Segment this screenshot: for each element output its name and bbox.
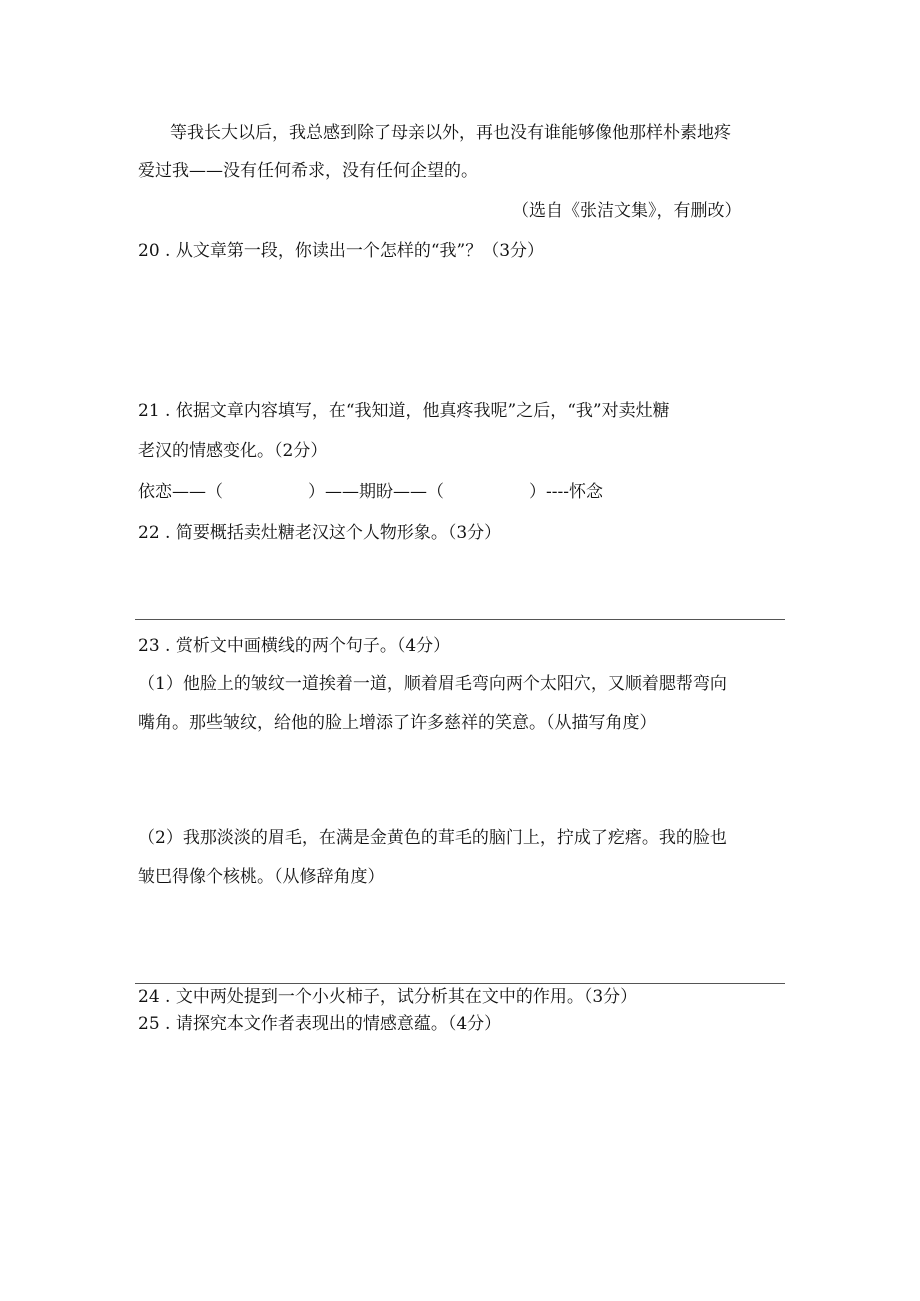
passage-source: （选自《张洁文集》，有删改） <box>512 201 742 221</box>
question-23: 23 . 赏析文中画横线的两个句子。（4分） <box>138 636 451 656</box>
question-21-line-1: 21 . 依据文章内容填写，在“我知道，他真疼我呢”之后，“我”对卖灶糖 <box>138 401 670 421</box>
passage-line-1: 等我长大以后，我总感到除了母亲以外，再也没有谁能够像他那样朴素地疼 <box>170 123 731 143</box>
fill-part-c: ）----怀念 <box>529 482 603 502</box>
passage-line-2: 爱过我——没有任何希求，没有任何企望的。 <box>138 161 478 181</box>
answer-divider-2 <box>135 983 785 984</box>
question-25: 25 . 请探究本文作者表现出的情感意蕴。（4分） <box>138 1014 502 1034</box>
question-23-sentence-2-line-1: （2）我那淡淡的眉毛，在满是金黄色的茸毛的脑门上，拧成了疙瘩。我的脸也 <box>138 828 727 848</box>
question-21-fill-in <box>138 481 603 503</box>
question-23-sentence-1-line-2: 嘴角。那些皱纹，给他的脸上增添了许多慈祥的笑意。（从描写角度） <box>138 713 657 733</box>
question-24: 24 . 文中两处提到一个小火柿子，试分析其在文中的作用。（3分） <box>138 987 638 1007</box>
fill-part-a: 依恋——（ <box>138 482 223 502</box>
answer-divider-1 <box>135 619 785 620</box>
question-22: 22 . 简要概括卖灶糖老汉这个人物形象。（3分） <box>138 523 502 543</box>
question-20: 20 . 从文章第一段，你读出一个怎样的“我”？（3分） <box>138 241 545 261</box>
fill-part-b: ）——期盼——（ <box>308 482 444 502</box>
question-23-sentence-1-line-1: （1）他脸上的皱纹一道挨着一道，顺着眉毛弯向两个太阳穴，又顺着腮帮弯向 <box>138 674 727 694</box>
question-23-sentence-2-line-2: 皱巴得像个核桃。（从修辞角度） <box>138 867 385 887</box>
question-21-line-2: 老汉的情感变化。（2分） <box>138 441 328 461</box>
